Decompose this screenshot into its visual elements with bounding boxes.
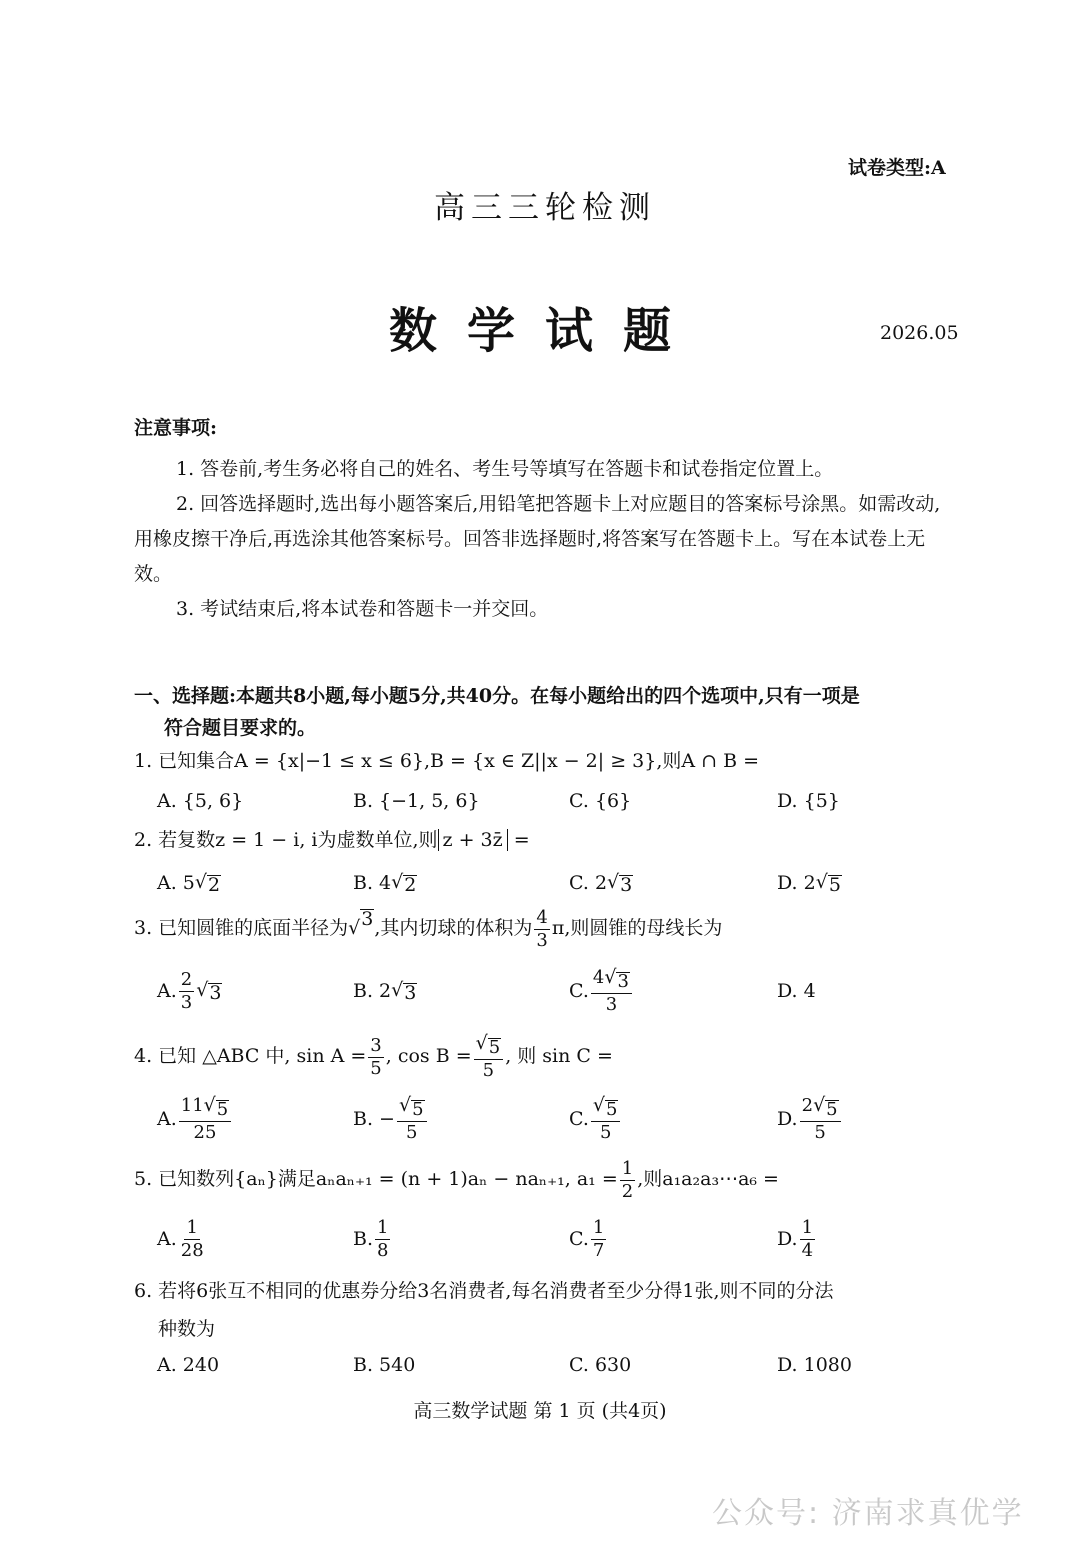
numerator: 4 <box>536 906 548 928</box>
option-label: B. 2 <box>353 980 392 1002</box>
option-d <box>777 1214 817 1264</box>
option-d: D. 1080 <box>777 1354 852 1376</box>
question-3-text-2: ,其内切球的体积为 <box>374 917 533 939</box>
sqrt: √ 5 <box>203 1094 229 1120</box>
fraction <box>534 906 549 951</box>
sqrt: √ 5 <box>398 1094 424 1120</box>
option-c <box>569 966 634 1016</box>
radicand: 5 <box>412 1099 424 1120</box>
option-label: C. 2 <box>569 872 608 894</box>
sqrt: √ 5 <box>475 1032 501 1058</box>
radicand: 2 <box>404 874 417 896</box>
option-a <box>157 966 222 1016</box>
section-heading-line2: 符合题目要求的。 <box>164 717 317 739</box>
option-b: B. {−1, 5, 6} <box>353 790 480 812</box>
denominator: 7 <box>592 1239 605 1261</box>
sqrt: √ 5 <box>815 871 841 896</box>
denominator: 5 <box>814 1122 826 1143</box>
fraction <box>800 1096 841 1142</box>
numerator <box>397 1096 427 1122</box>
sqrt: √ 2 <box>391 871 417 896</box>
option-label: D. <box>777 1108 798 1130</box>
fraction <box>179 1216 206 1261</box>
denominator: 8 <box>377 1239 389 1261</box>
coefficient: 4 <box>592 967 605 988</box>
option-d <box>777 1094 843 1144</box>
option-label: A. <box>157 1228 177 1250</box>
fraction <box>179 1096 231 1142</box>
option-label: A. 5 <box>157 872 195 894</box>
fraction <box>800 1216 815 1261</box>
denominator: 3 <box>605 994 618 1015</box>
radicand: 5 <box>828 874 841 896</box>
fraction <box>591 1216 606 1261</box>
option-label: B. 4 <box>353 872 392 894</box>
numerator <box>591 968 632 994</box>
option-a <box>157 1094 233 1144</box>
option-b <box>353 858 417 908</box>
radicand: 3 <box>360 909 374 951</box>
numerator <box>474 1034 504 1060</box>
section-heading-line1: 一、选择题:本题共8小题,每小题5分,共40分。在每小题给出的四个选项中,只有一项是 <box>134 685 860 707</box>
radicand: 3 <box>617 971 629 992</box>
radicand: 5 <box>826 1099 838 1120</box>
notice-item-1: 1. 答卷前,考生务必将自己的姓名、考生号等填写在答题卡和试卷指定位置上。 <box>176 458 834 480</box>
denominator: 3 <box>180 991 193 1013</box>
option-d: D. {5} <box>777 790 840 812</box>
denominator: 5 <box>599 1122 612 1143</box>
radicand: 5 <box>488 1037 501 1058</box>
question-4-text-3: , 则 sin C = <box>505 1045 613 1067</box>
watermark: 公众号: 济南求真优学 <box>712 1496 1024 1531</box>
radicand: 2 <box>208 874 221 896</box>
question-4-options <box>157 1094 897 1144</box>
question-6-stem <box>134 1272 834 1348</box>
option-a: A. {5, 6} <box>157 790 244 812</box>
question-3-stem <box>134 905 722 951</box>
numerator <box>179 1096 231 1122</box>
sqrt: √ 3 <box>604 966 629 992</box>
question-5-options <box>157 1214 897 1264</box>
numerator <box>800 1096 841 1122</box>
option-d <box>777 858 842 908</box>
option-label: B. <box>353 1228 374 1250</box>
sqrt: √ 3 <box>607 871 633 896</box>
fraction <box>375 1216 390 1261</box>
question-2-stem <box>134 824 530 856</box>
modulus-expression: z + 3z̄ <box>438 829 508 851</box>
question-3-text-1: 3. 已知圆锥的底面半径为 <box>134 917 349 939</box>
denominator: 25 <box>193 1122 217 1143</box>
numerator <box>591 1096 621 1122</box>
option-label: C. <box>569 980 589 1002</box>
numerator: 2 <box>180 968 193 990</box>
denominator: 3 <box>536 929 548 951</box>
exam-subtitle: 高三三轮检测 <box>434 190 656 226</box>
sqrt: √ 3 <box>391 979 417 1004</box>
fraction <box>179 968 194 1013</box>
notice-item-2: 2. 回答选择题时,选出每小题答案后,用铅笔把答题卡上对应题目的答案标号涂黑。如需改动,用橡皮擦干净后,再选涂其他答案标号。回答非选择题时,将答案写在答题卡上。写在本试卷上无效。 <box>134 493 941 585</box>
notice-heading: 注意事项: <box>134 417 218 439</box>
option-label: D. <box>777 1228 798 1250</box>
option-b <box>353 966 417 1016</box>
option-b: B. 540 <box>353 1354 416 1376</box>
paper-type-label: 试卷类型:A <box>848 157 946 179</box>
numerator: 1 <box>801 1216 814 1238</box>
fraction <box>591 1096 621 1142</box>
numerator: 3 <box>370 1034 382 1056</box>
radicand: 3 <box>620 874 633 896</box>
option-c <box>569 1094 622 1144</box>
sqrt: √ 5 <box>813 1094 838 1120</box>
fraction <box>397 1096 427 1142</box>
denominator: 4 <box>801 1239 814 1261</box>
option-c <box>569 858 633 908</box>
question-6-line1: 6. 若将6张互不相同的优惠券分给3名消费者,每名消费者至少分得1张,则不同的分法 <box>134 1280 834 1302</box>
radicand: 3 <box>209 982 222 1004</box>
sqrt: √ 3 <box>196 979 222 1004</box>
option-b <box>353 1094 429 1144</box>
question-4-text-2: , cos B = <box>385 1045 472 1067</box>
numerator: 1 <box>592 1216 605 1238</box>
option-d: D. 4 <box>777 980 816 1002</box>
fraction <box>620 1157 635 1202</box>
question-4-text-1: 4. 已知 △ABC 中, sin A = <box>134 1045 367 1067</box>
option-c <box>569 1214 608 1264</box>
denominator: 28 <box>180 1239 204 1261</box>
option-b <box>353 1214 392 1264</box>
notice-list <box>134 452 952 627</box>
denominator: 5 <box>370 1057 382 1079</box>
option-label: C. <box>569 1228 589 1250</box>
option-a <box>157 858 221 908</box>
question-3-text-3: π,则圆锥的母线长为 <box>551 917 723 939</box>
section-heading <box>134 680 860 744</box>
sqrt: √ 2 <box>194 871 221 896</box>
option-label: A. <box>157 1108 177 1130</box>
option-c: C. {6} <box>569 790 632 812</box>
numerator: 1 <box>621 1157 634 1179</box>
coefficient: 2 <box>801 1095 814 1116</box>
question-1-options <box>157 776 897 826</box>
sqrt: √ 5 <box>592 1094 618 1120</box>
option-label: C. <box>569 1108 589 1130</box>
exam-date: 2026.05 <box>880 322 959 344</box>
denominator: 5 <box>406 1122 418 1143</box>
radicand: 5 <box>216 1099 229 1120</box>
question-6-line2: 种数为 <box>158 1318 216 1340</box>
question-4-stem <box>134 1032 613 1080</box>
page-footer: 高三数学试题 第 1 页 (共4页) <box>413 1400 667 1422</box>
question-3-options <box>157 966 897 1016</box>
question-5-text-1: 5. 已知数列{aₙ}满足aₙaₙ₊₁ = (n + 1)aₙ − naₙ₊₁, a₁ = <box>134 1168 618 1190</box>
exam-title: 数学试题 <box>388 303 701 359</box>
sqrt: √ 3 <box>348 905 374 951</box>
question-5-text-2: ,则a₁a₂a₃⋯a₆ = <box>637 1168 779 1190</box>
radicand: 3 <box>404 982 417 1004</box>
question-1-stem: 1. 已知集合A = {x|−1 ≤ x ≤ 6},B = {x ∈ Z||x − 2| ≥ 3},则A ∩ B = <box>134 750 760 772</box>
question-6-options <box>157 1340 897 1390</box>
notice-item-3: 3. 考试结束后,将本试卷和答题卡一并交回。 <box>176 598 549 620</box>
option-c: C. 630 <box>569 1354 632 1376</box>
denominator: 2 <box>621 1180 634 1202</box>
coefficient: 11 <box>180 1095 204 1116</box>
radicand: 5 <box>606 1099 618 1120</box>
fraction <box>474 1034 504 1080</box>
option-a <box>157 1214 208 1264</box>
question-2-tail: = <box>507 829 530 851</box>
fraction <box>368 1034 383 1079</box>
option-label: D. 2 <box>777 872 816 894</box>
option-label: A. <box>157 980 177 1002</box>
fraction <box>591 968 632 1014</box>
option-a: A. 240 <box>157 1354 220 1376</box>
denominator: 5 <box>482 1060 495 1081</box>
question-2-text: 2. 若复数z = 1 − i, i为虚数单位,则 <box>134 829 438 851</box>
question-5-stem <box>134 1155 779 1203</box>
numerator: 1 <box>377 1216 389 1238</box>
question-2-options <box>157 858 897 908</box>
numerator: 1 <box>186 1216 198 1238</box>
option-label: B. − <box>353 1108 395 1130</box>
